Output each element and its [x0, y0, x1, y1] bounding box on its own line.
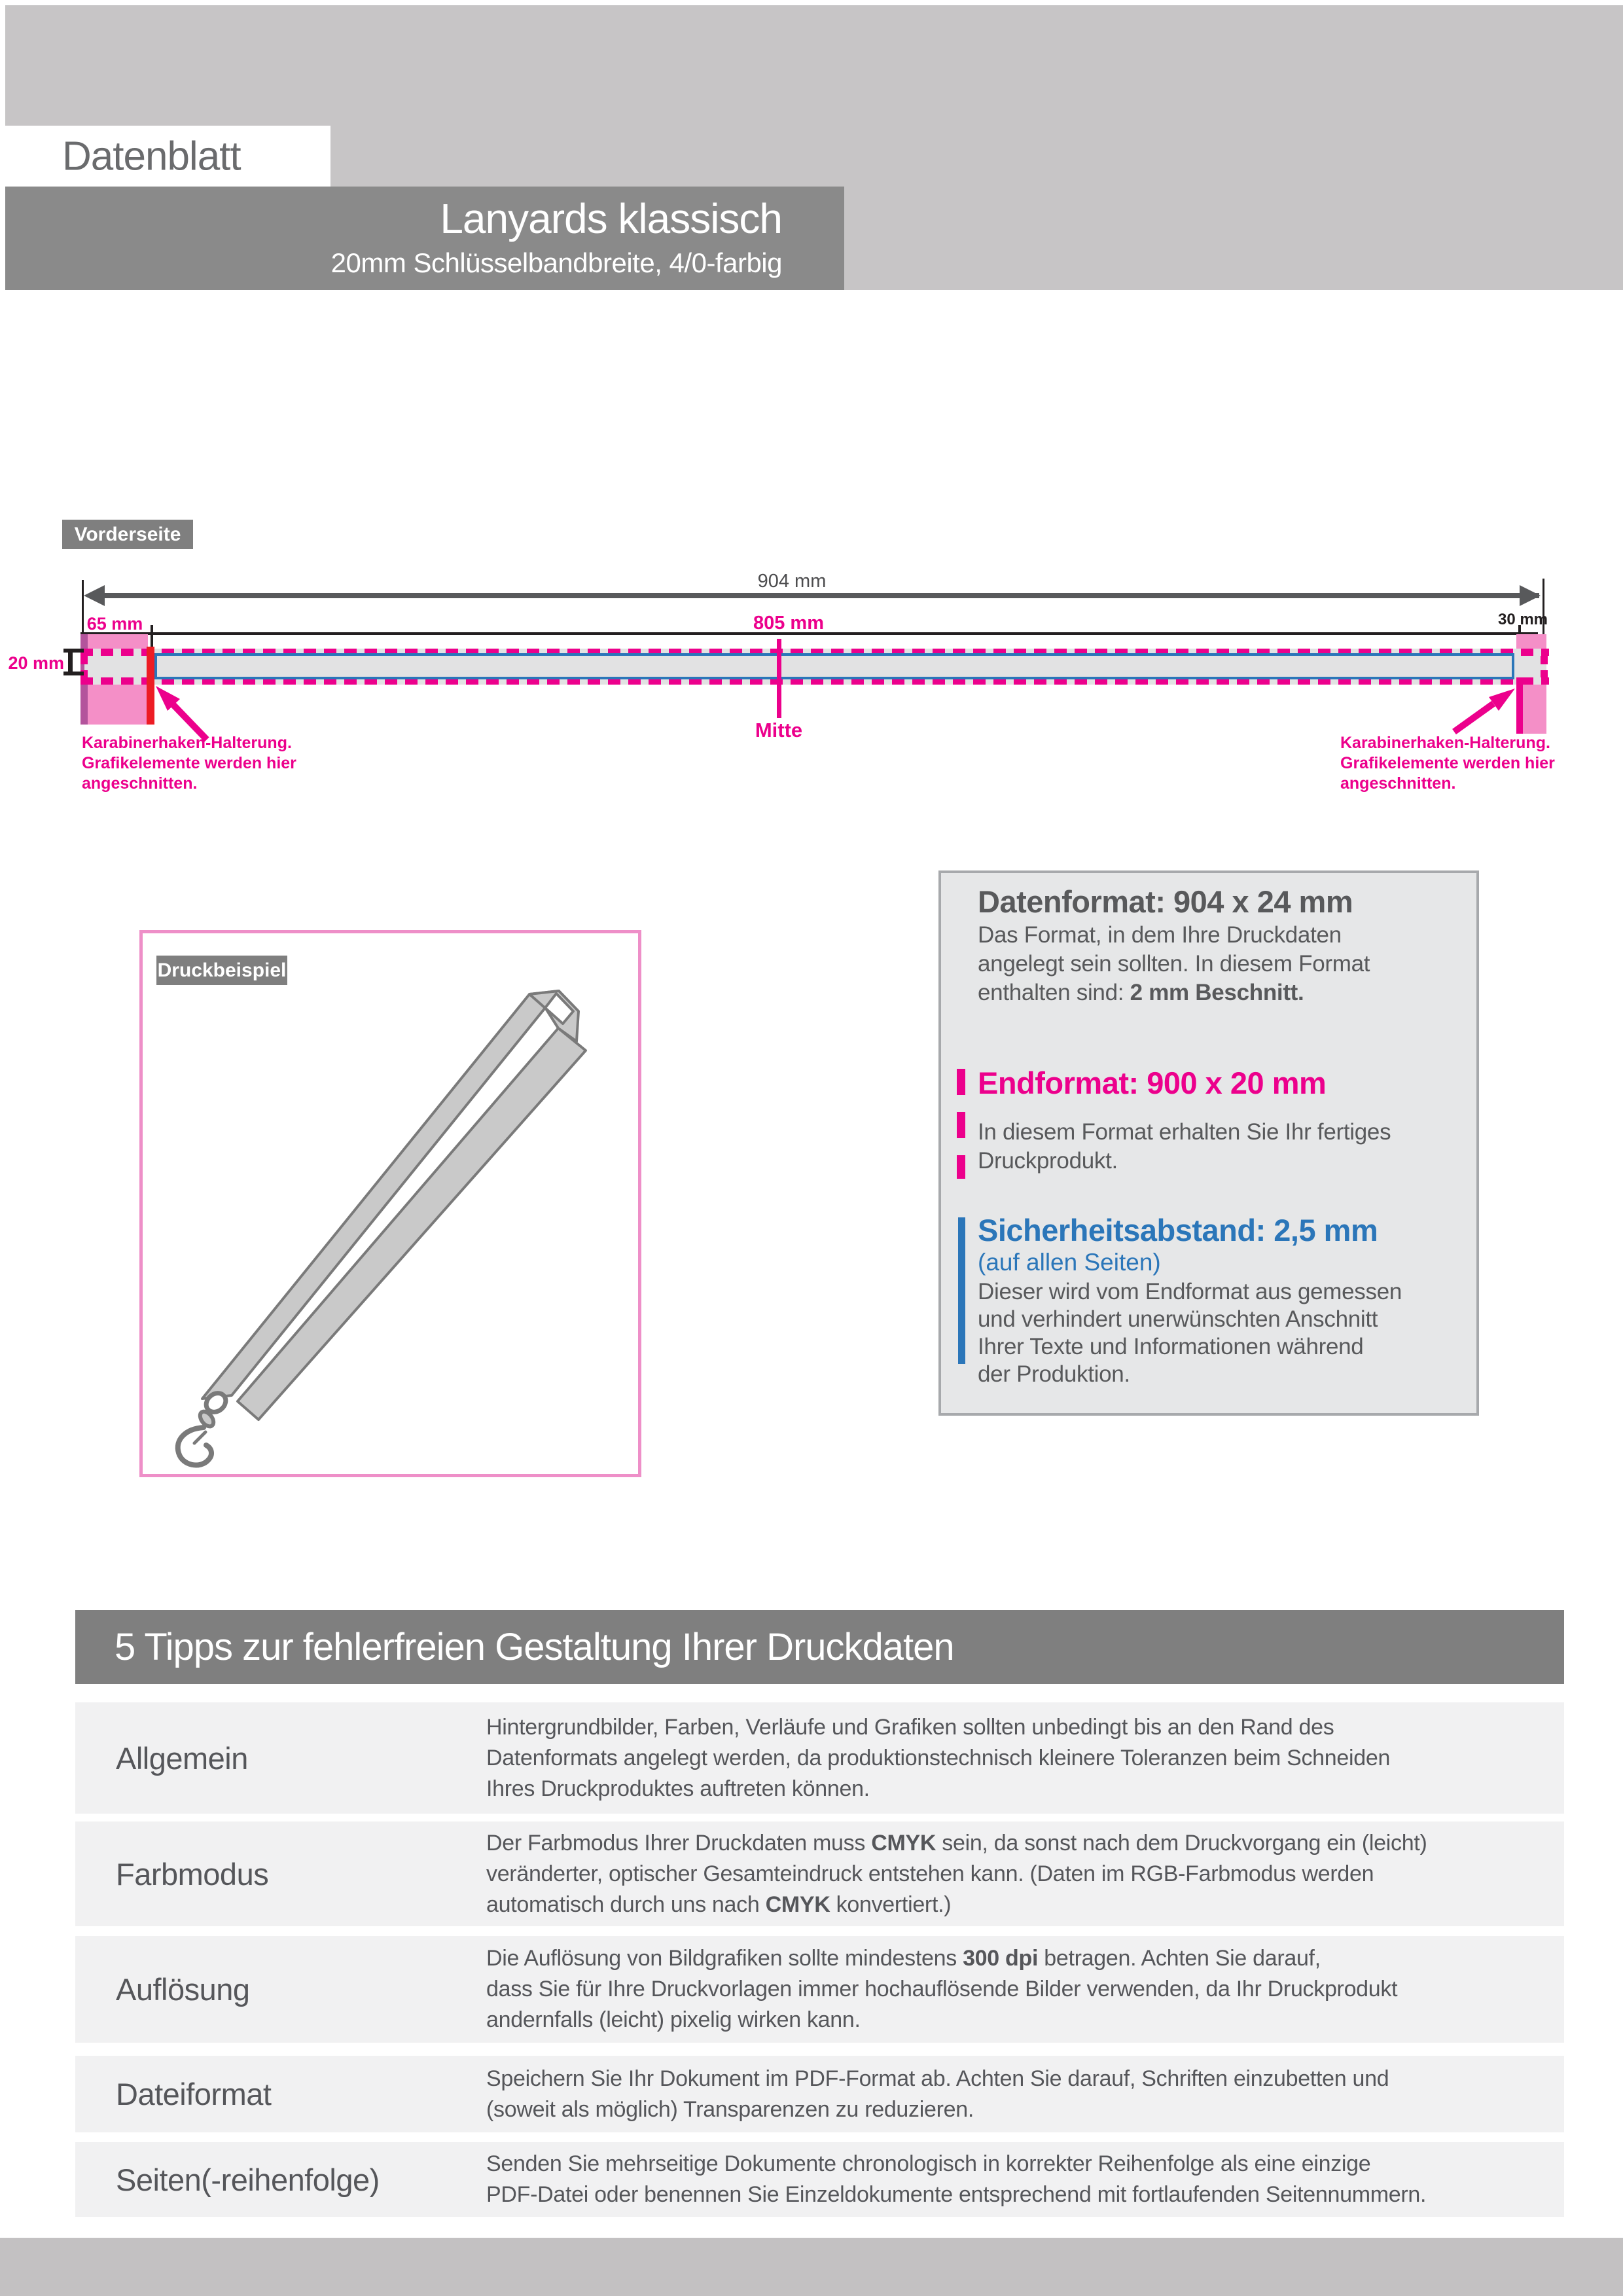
tip-text-line: dass Sie für Ihre Druckvorlagen immer hochauflösende Bilder verwenden, da Ihr Druckprodukt — [486, 1977, 1398, 2001]
safety-text-line: und verhindert unerwünschten Anschnitt — [978, 1306, 1378, 1332]
footer-band — [0, 2238, 1623, 2296]
lanyard-hook-latch — [194, 1432, 205, 1443]
note-line: Grafikelemente werden hier — [82, 754, 296, 772]
tip-text-line: Der Farbmodus Ihrer Druckdaten muss CMYK sein, da sonst nach dem Druckvorgang ein (leicht) — [486, 1830, 1427, 1856]
front-side-label: Vorderseite — [74, 523, 181, 545]
safety-text-line: Ihrer Texte und Informationen während — [978, 1334, 1364, 1359]
tip-text-line: Ihres Druckproduktes auftreten können. — [486, 1776, 870, 1801]
product-subtitle: 20mm Schlüsselbandbreite, 4/0-farbig — [330, 247, 782, 278]
lanyard-back-strap — [202, 991, 559, 1399]
tip-text-line: (soweit als möglich) Transparenzen zu reduzieren. — [486, 2096, 974, 2122]
dataformat-text-line: enthalten sind: 2 mm Beschnitt. — [978, 980, 1304, 1005]
note-line: Grafikelemente werden hier — [1340, 754, 1555, 772]
lanyard-illustration — [139, 930, 641, 1477]
tips-heading: 5 Tipps zur fehlerfreien Gestaltung Ihrer Druckdaten — [115, 1626, 954, 1668]
bleed-border-right — [1541, 656, 1548, 677]
band-height-value: 20 mm — [8, 653, 64, 673]
right-clamp-value: 30 mm — [1497, 611, 1548, 628]
product-title-band — [5, 187, 844, 290]
left-clamp-note — [82, 733, 296, 794]
tip-row-dateiformat — [75, 2056, 1564, 2132]
print-width-value: 805 mm — [753, 613, 824, 634]
tip-text — [486, 1828, 1564, 1920]
lanyard-front-strap — [238, 1028, 586, 1420]
safety-area-border — [154, 653, 1514, 679]
tip-row-seitenreihenfolge — [75, 2142, 1564, 2217]
tip-row-farbmodus — [75, 1821, 1564, 1926]
total-width-dimension-line — [92, 593, 1539, 598]
endformat-text-line: Druckprodukt. — [978, 1148, 1118, 1174]
tip-label: Auflösung — [116, 1972, 250, 2007]
endformat-text-line: In diesem Format erhalten Sie Ihr fertiges — [978, 1119, 1391, 1145]
tip-label: Farbmodus — [116, 1856, 269, 1892]
tip-text-line: PDF-Datei oder benennen Sie Einzeldokumente entsprechend mit fortlaufenden Seitennummern. — [486, 2182, 1427, 2207]
safety-text-line: der Produktion. — [978, 1361, 1130, 1387]
note-line: Karabinerhaken-Halterung. — [1340, 734, 1550, 752]
note-line: angeschnitten. — [1340, 774, 1456, 793]
tip-text-line: andernfalls (leicht) pixelig wirken kann. — [486, 2007, 861, 2032]
tip-label: Seiten(-reihenfolge) — [116, 2162, 380, 2197]
height-bracket-bottom — [63, 672, 84, 675]
tip-text-line: Senden Sie mehrseitige Dokumente chronologisch in korrekter Reihenfolge als eine einzige — [486, 2151, 1371, 2176]
tip-text-line: automatisch durch uns nach CMYK konvertiert.) — [486, 1892, 952, 1917]
tip-text-line: Datenformats angelegt werden, da produktionstechnisch kleinere Toleranzen beim Schneiden — [486, 1745, 1391, 1770]
tip-row-aufloesung — [75, 1936, 1564, 2043]
endformat-dash-icon — [957, 1069, 965, 1179]
tips-heading-band — [75, 1610, 1564, 1684]
note-line: Karabinerhaken-Halterung. — [82, 734, 292, 752]
right-clamp-note — [1340, 733, 1555, 794]
tip-text-line: Die Auflösung von Bildgrafiken sollte mindestens 300 dpi betragen. Achten Sie darauf, — [486, 1946, 1321, 1971]
safety-text-line: Dieser wird vom Endformat aus gemessen — [978, 1279, 1402, 1304]
tip-label: Allgemein — [116, 1740, 248, 1776]
safety-bar-icon — [958, 1217, 965, 1364]
total-width-value: 904 mm — [757, 571, 827, 592]
tip-text-line: Hintergrundbilder, Farben, Verläufe und Grafiken sollten unbedingt bis an den Rand des — [486, 1714, 1334, 1740]
doc-type-box — [0, 126, 330, 187]
tip-row-allgemein — [75, 1702, 1564, 1814]
note-line: angeschnitten. — [82, 774, 198, 793]
height-bracket-top — [63, 649, 84, 653]
tip-label: Dateiformat — [116, 2077, 272, 2111]
tip-text — [486, 2064, 1564, 2125]
dataformat-text-line: Das Format, in dem Ihre Druckdaten — [978, 922, 1342, 948]
dataformat-title: Datenformat: 904 x 24 mm — [978, 884, 1353, 919]
dataformat-text-line: angelegt sein sollten. In diesem Format — [978, 951, 1370, 977]
front-side-tag — [62, 520, 193, 549]
center-marker-line — [777, 639, 781, 718]
doc-type-label: Datenblatt — [62, 134, 241, 179]
center-marker-label: Mitte — [755, 719, 803, 742]
tip-text — [486, 2149, 1564, 2210]
tip-text-line: veränderter, optischer Gesamteindruck entstehen kann. (Daten im RGB-Farbmodus werden — [486, 1861, 1374, 1886]
tip-text — [486, 1712, 1564, 1804]
tip-text — [486, 1943, 1564, 2036]
left-clamp-value: 65 mm — [86, 614, 143, 634]
arrowhead-right-icon — [1520, 585, 1541, 606]
endformat-title: Endformat: 900 x 20 mm — [978, 1066, 1327, 1100]
print-example-label: Druckbeispiel — [157, 959, 287, 981]
safety-subtitle: (auf allen Seiten) — [978, 1249, 1161, 1276]
right-note-arrow-icon — [1448, 685, 1520, 737]
tip-text-line: Speichern Sie Ihr Dokument im PDF-Format ab. Achten Sie darauf, Schriften einzubetten und — [486, 2066, 1389, 2091]
arrowhead-left-icon — [84, 585, 105, 606]
safety-title: Sicherheitsabstand: 2,5 mm — [978, 1213, 1378, 1247]
product-title: Lanyards klassisch — [440, 195, 782, 243]
